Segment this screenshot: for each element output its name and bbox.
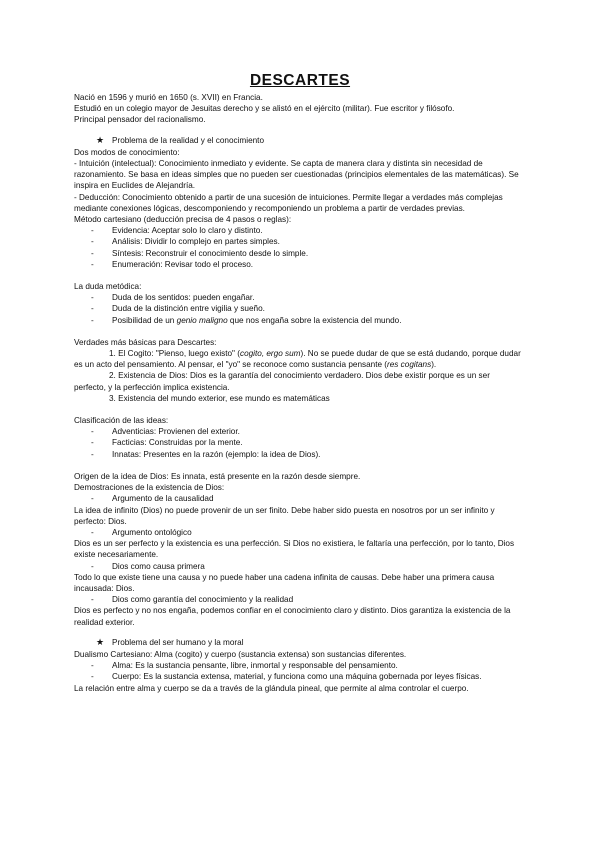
- star-bullet-icon: ★: [96, 134, 105, 145]
- demo-causality-title: - Argumento de la causalidad: [74, 493, 524, 504]
- list-item: - Cuerpo: Es la sustancia extensa, material, y funciona como una máquina gobernada por leyes físicas.: [91, 671, 524, 682]
- demo-ontological-text: Dios es un ser perfecto y la existencia es una perfección. Si Dios no existiera, le faltaría una perfección, por lo tanto, Dios existe necesariamente.: [74, 539, 515, 560]
- deduction-paragraph: - Deducción: Conocimiento obtenido a partir de una sucesión de intuiciones. Permite llegar a verdades más complejas mediante conexiones lógicas, descomponiendo y recomponiendo un problema a partir de verdades previas.: [74, 192, 503, 213]
- document-body: [74, 92, 524, 694]
- demo-ontological-title: - Argumento ontológico: [74, 527, 524, 538]
- intro-rationalism: Principal pensador del racionalismo.: [74, 115, 206, 125]
- list-item: - Análisis: Dividir lo complejo en partes simples.: [91, 236, 524, 247]
- demo-first-cause-title: - Dios como causa primera: [74, 561, 524, 572]
- list-item: - Facticias: Construidas por la mente.: [91, 437, 524, 448]
- list-item: - Adventicias: Provienen del exterior.: [91, 426, 524, 437]
- list-item: - Duda de los sentidos: pueden engañar.: [91, 292, 524, 303]
- intuition-paragraph: - Intuición (intelectual): Conocimiento inmediato y evidente. Se capta de manera clara y distinta sin necesidad de razonamiento. Se basa en ideas simples que no pueden ser cuestionadas (principios elementales de las matemáticas). Se inspira en Euclides de Alejandría.: [74, 159, 519, 191]
- truth-world: 3. Existencia del mundo exterior, ese mundo es matemáticas: [109, 393, 330, 403]
- demo-guarantee-text: Dios es perfecto y no nos engaña, podemos confiar en el conocimiento claro y distinto. Dios garantiza la existencia de la realidad exterior.: [74, 606, 511, 627]
- dualism-list: [74, 660, 524, 682]
- demo-guarantee-title: - Dios como garantía del conocimiento y la realidad: [74, 594, 524, 605]
- list-item: - Evidencia: Aceptar solo lo claro y distinto.: [91, 225, 524, 236]
- truth-cogito: 1. El Cogito: "Pienso, luego existo" (cogito, ergo sum). No se puede dudar de que se está dudando, porque dudar es un acto del pensamiento. Al pensar, el "yo" se reconoce como sustancia pensante (res cogitans).: [74, 349, 521, 370]
- page-title: DESCARTES: [249, 72, 351, 89]
- list-item: - Síntesis: Reconstruir el conocimiento desde lo simple.: [91, 248, 524, 259]
- relation-paragraph: La relación entre alma y cuerpo se da a través de la glándula pineal, que permite al alma controlar el cuerpo.: [74, 683, 469, 693]
- intro-birth: Nació en 1596 y murió en 1650 (s. XVII) en Francia.: [74, 93, 263, 102]
- section-heading-human: ★ Problema del ser humano y la moral: [96, 636, 244, 647]
- intro-education: Estudió en un colegio mayor de Jesuitas derecho y se alistó en el ejército (militar). Fue escritor y filósofo.: [74, 104, 455, 114]
- doubt-list: [74, 292, 524, 326]
- ideas-heading: Clasificación de las ideas:: [74, 416, 169, 426]
- list-item: - Alma: Es la sustancia pensante, libre, inmortal y responsable del pensamiento.: [91, 660, 524, 671]
- method-steps-list: [74, 225, 524, 270]
- list-item: - Enumeración: Revisar todo el proceso.: [91, 259, 524, 270]
- demos-heading: Demostraciones de la existencia de Dios:: [74, 483, 225, 493]
- truths-heading: Verdades más básicas para Descartes:: [74, 337, 217, 347]
- demo-first-cause-text: Todo lo que existe tiene una causa y no puede haber una cadena infinita de causas. Debe haber una primera causa incausada: Dios.: [74, 572, 495, 593]
- demo-causality-text: La idea de infinito (Dios) no puede provenir de un ser finito. Debe haber sido puesta en nosotros por un ser infinito y perfecto: Dios.: [74, 505, 495, 526]
- section-heading-knowledge: ★ Problema de la realidad y el conocimiento: [96, 134, 265, 145]
- modes-heading: Dos modos de conocimiento:: [74, 147, 180, 157]
- ideas-list: [74, 426, 524, 460]
- dualism-paragraph: Dualismo Cartesiano: Alma (cogito) y cuerpo (sustancia extensa) son sustancias diferentes.: [74, 649, 407, 659]
- doubt-heading: La duda metódica:: [74, 282, 142, 292]
- method-heading: Método cartesiano (deducción precisa de 4 pasos o reglas):: [74, 215, 292, 225]
- star-bullet-icon: ★: [96, 636, 105, 647]
- list-item: - Posibilidad de un genio maligno que nos engaña sobre la existencia del mundo.: [91, 315, 524, 326]
- origin-paragraph: Origen de la idea de Dios: Es innata, está presente en la razón desde siempre.: [74, 471, 361, 481]
- list-item: - Innatas: Presentes en la razón (ejemplo: la idea de Dios).: [91, 449, 524, 460]
- genio-maligno-term: genio maligno: [176, 315, 228, 325]
- list-item: - Duda de la distinción entre vigilia y sueño.: [91, 303, 524, 314]
- truth-god: 2. Existencia de Dios: Dios es la garantía del conocimiento verdadero. Dios debe existir porque es un ser perfecto, y la perfección implica existencia.: [74, 371, 490, 392]
